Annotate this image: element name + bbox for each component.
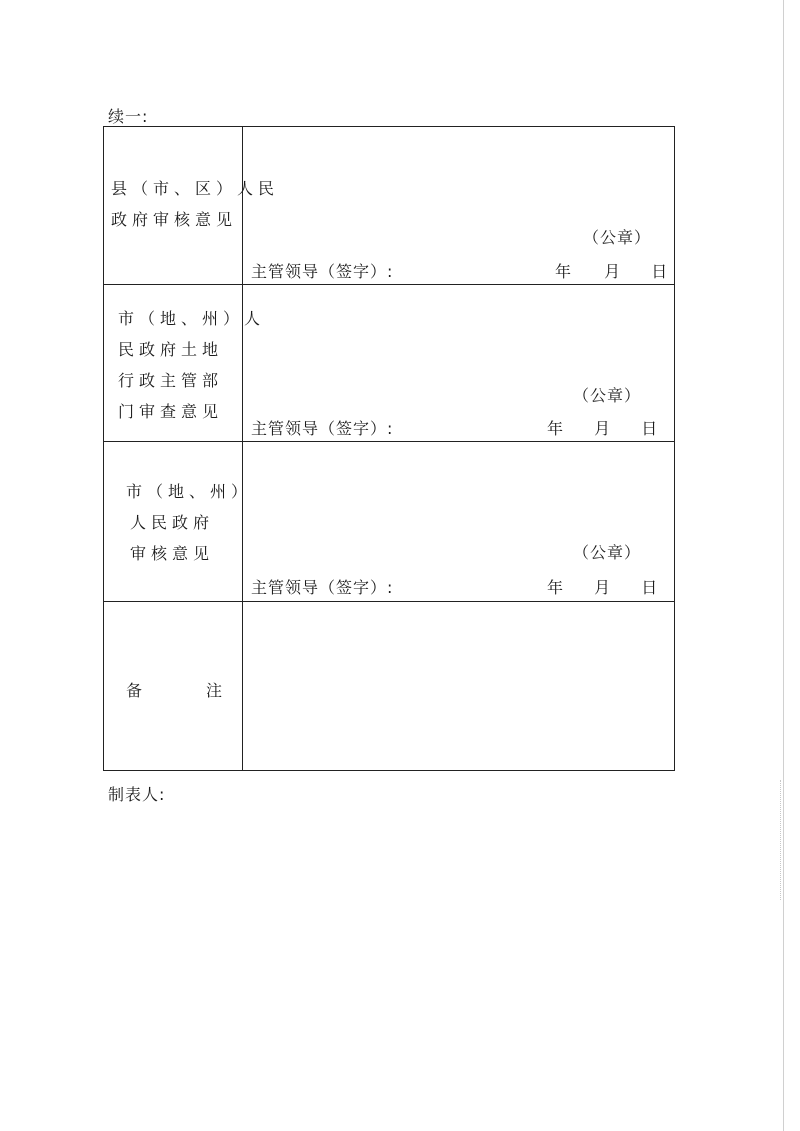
remarks-label-char-2: 注 xyxy=(206,681,223,700)
remarks-label-char-1: 备 xyxy=(126,681,143,700)
opinion-cell-county-review[interactable] xyxy=(243,127,674,284)
label-line: 行政主管部 xyxy=(118,371,224,390)
date-year: 年 xyxy=(555,262,572,281)
label-line: 人民政府 xyxy=(130,513,215,532)
seal-text: （公章） xyxy=(573,386,642,405)
seal-text: （公章） xyxy=(583,228,652,247)
date-year: 年 xyxy=(547,578,564,597)
date-year: 年 xyxy=(547,419,564,438)
label-line: 市（地、州）人 xyxy=(118,309,266,328)
leader-signature-label: 主管领导（签字）: xyxy=(251,578,394,597)
date-day: 日 xyxy=(641,419,658,438)
date-day: 日 xyxy=(641,578,658,597)
label-cell-land-dept-review xyxy=(104,285,266,441)
table-row-city-review xyxy=(104,442,674,602)
approval-form-table xyxy=(103,126,675,771)
date-month: 月 xyxy=(594,578,611,597)
seal-text: （公章） xyxy=(573,543,642,562)
label-line: 民政府土地 xyxy=(118,340,224,359)
date-line xyxy=(547,416,657,439)
label-city-review xyxy=(126,476,252,569)
label-line: 审核意见 xyxy=(130,544,215,563)
label-line: 门审查意见 xyxy=(118,402,224,421)
opinion-cell-city-review[interactable] xyxy=(243,442,674,601)
table-row-remarks xyxy=(104,602,674,770)
label-cell-county-review xyxy=(104,127,280,284)
label-line: 市（地、州） xyxy=(126,482,253,501)
label-line: 县（市、区）人民 xyxy=(111,179,280,198)
table-row-county-review xyxy=(104,127,674,285)
date-day: 日 xyxy=(651,262,668,281)
page-edge-dots xyxy=(780,780,782,900)
table-row-land-dept-review xyxy=(104,285,674,442)
label-cell-remarks xyxy=(104,602,243,770)
date-month: 月 xyxy=(604,262,621,281)
date-line xyxy=(547,575,657,598)
label-cell-city-review xyxy=(104,442,253,601)
opinion-cell-land-dept-review[interactable] xyxy=(243,285,674,441)
date-line xyxy=(555,259,667,282)
date-month: 月 xyxy=(594,419,611,438)
leader-signature-label: 主管领导（签字）: xyxy=(251,262,394,281)
label-line: 政府审核意见 xyxy=(111,210,238,229)
continuation-heading: 续一: xyxy=(108,107,149,126)
table-maker-label: 制表人: xyxy=(108,785,166,804)
leader-signature-label: 主管领导（签字）: xyxy=(251,419,394,438)
page-edge-line xyxy=(783,0,784,1131)
remarks-cell[interactable] xyxy=(243,602,674,770)
